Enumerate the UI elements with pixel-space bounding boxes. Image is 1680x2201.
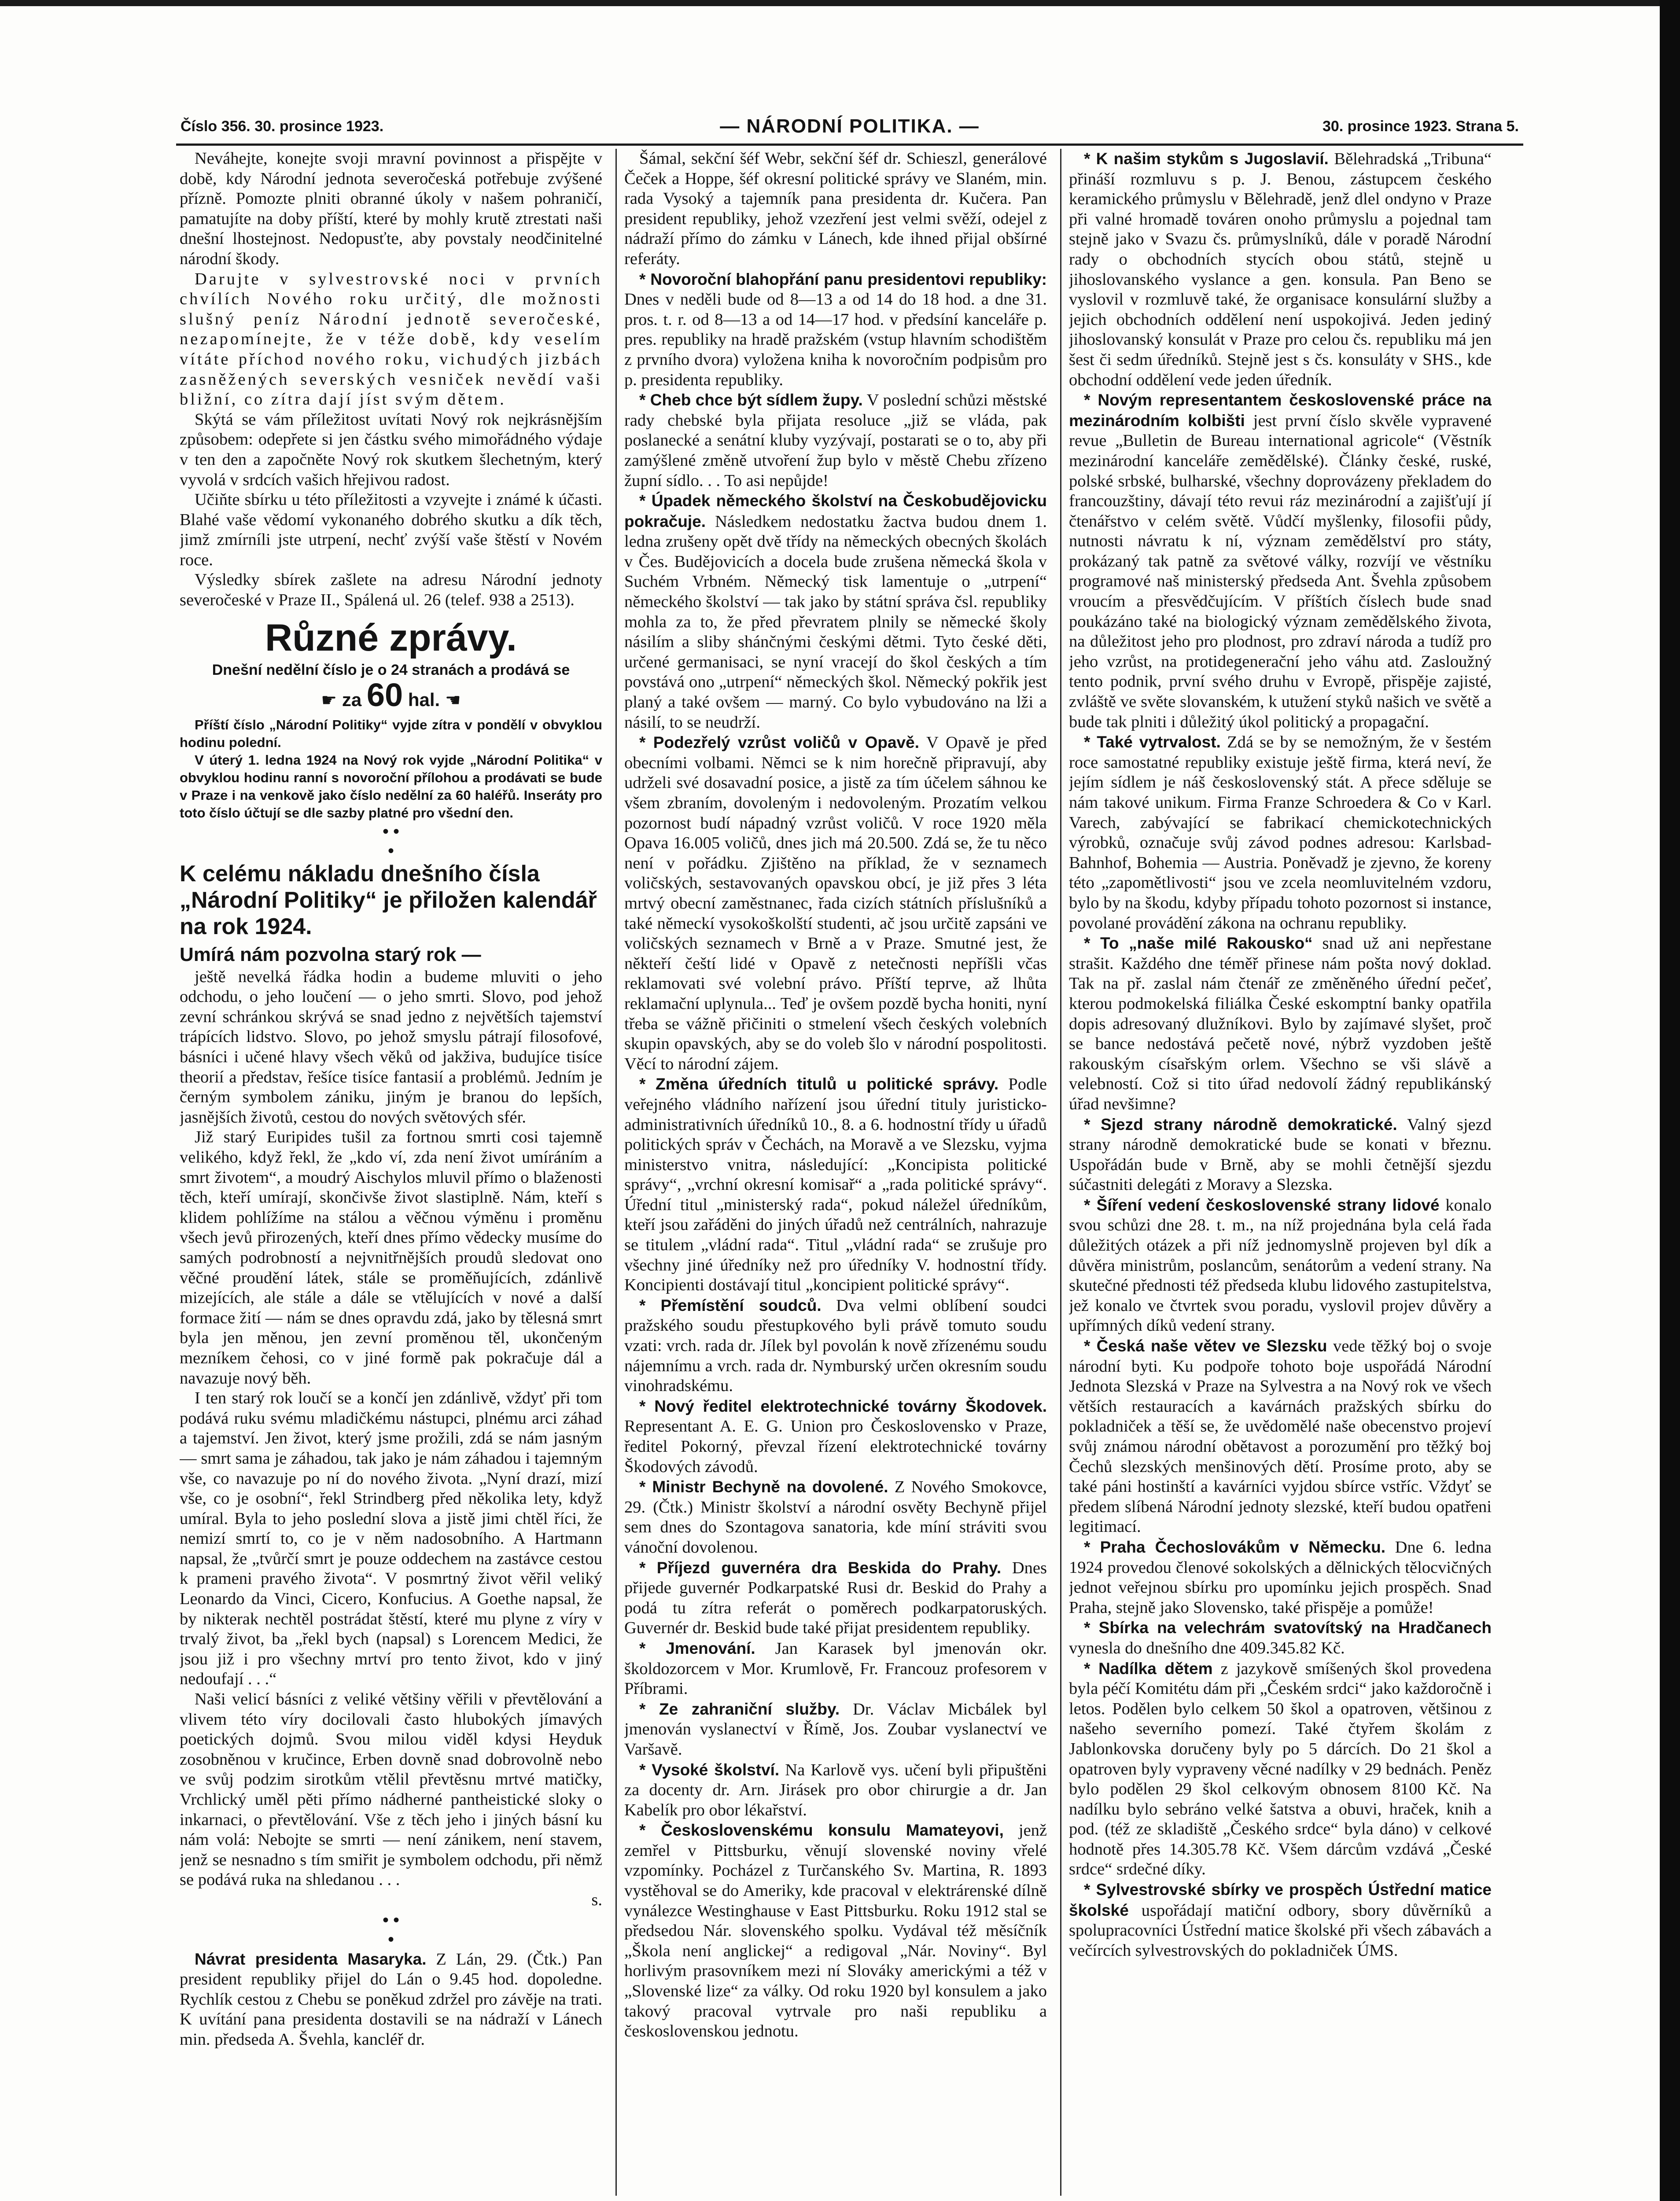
news-body: jest první číslo skvěle vypravené revue „Bulletin de Bureau international agricole“ (Věstník mezinárodní kanceláře zemědělské). Články české, ruské, polské srbské, bulharské, všechny doprovázeny překladem do francouzštiny, dávají této revui ráz mezinárodní a zajišťují jí čtenářstvo v celém světě. Vůdčí myšlenky, filosofii půdy, nutnosti návratu k ní, význam zemědělství pro státy, prokázaný tak patně za světové války, rozvíjí ve věstníku programové naš ministerský předseda Ant. Švehla způsobem vroucím a přesvědčujícím. V příštích číslech bude snad poukázáno také na biologický význam zemědělského života, na důležitost jeho pro plodnost, pro zdraví národa a tudíž pro jeho vzrůst, na protidegenerační jeho váhu atd. Zasloužný tento podnik, první svého druhu v Evropě, přispěje zajisté, zvláště ve světe slovanském, k utužení styků našich ve světě a bude tak plniti i důležitý úkol politický a propagační.	[1069, 411, 1492, 731]
news-headline: * Cheb chce být sídlem župy.	[639, 391, 863, 409]
news-headline: * K našim stykům s Jugoslavií.	[1084, 150, 1329, 168]
news-headline: * Praha Čechoslovákům v Německu.	[1084, 1538, 1386, 1556]
news-item	[624, 1558, 1047, 1638]
news-headline: * Přemístění soudců.	[639, 1296, 822, 1314]
news-headline: * Úpadek německého školství na Českobudějovicku pokračuje.	[624, 492, 1047, 530]
news-headline: Návrat presidenta Masaryka.	[195, 1950, 427, 1968]
article-text: I ten starý rok loučí se a končí jen zdánlivě, vždyť při tom podává ruku svému mladičkému nástupci, plnému arci záhad a tajemství. Jen život, který jsme prožili, zdá se nám jasným — smrt sama je záhadou, tak jako je nám záhadou i tajemným vše, co navazuje po ní do nového života. „Nyní drazí, mizí vše, co je osobní“, řekl Strindberg před několika lety, když umíral. Byla to jeho poslední slova a jistě jimi chtěl říci, že nemizí smrtí to, co je v něm nadosobního. A Hartmann napsal, že „tvůrčí smrt je pouze oddechem na zastávce cestou k prameni pravého života“. V posmrtný život věřil veliký Leonardo da Vinci, Cicero, Konfucius. A Goethe napsal, že by nikterak nechtěl postrádat štěstí, které mu plyne z víry v trvalý život, ba „řekl bych (napsal) s Lorencem Medici, že jsou již i pro všechny mrtví pro tento život, kdo v jiný nedoufají . . .“	[180, 1389, 602, 1689]
news-headline: * To „naše milé Rakousko“	[1084, 934, 1313, 953]
news-headline: * Jmenování.	[639, 1639, 755, 1657]
news-headline: * Sbírka na velechrám svatovítský na Hradčanech	[1084, 1619, 1492, 1637]
price-prefix: za	[342, 689, 362, 710]
news-body: Dne 6. ledna 1924 provedou členové sokolských a dělnických tělocvičných jednot veřejnou sbírku pro upomínku jejich prospěch. Snad Praha, stejně jako Slovensko, také přispěje a pomůže!	[1069, 1538, 1492, 1617]
news-headline: * Nový ředitel elektrotechnické továrny Škodovek.	[639, 1397, 1047, 1415]
news-headline: * Šíření vedení československé strany lidové	[1084, 1196, 1440, 1214]
news-headline: * Sjezd strany národně demokratické.	[1084, 1115, 1397, 1134]
news-body: Dnes přijede guvernér Podkarpatské Rusi dr. Beskid do Prahy a podá tu zítra referát o poměrech podkarpatoruských. Guvernér dr. Beskid bude také přijat presidentem republiky.	[624, 1558, 1047, 1638]
news-item	[1069, 390, 1492, 732]
notice-text: Dnešní nedělní číslo je o 24 stranách a prodává se	[212, 661, 570, 678]
news-body: uspořádají matiční odbory, sbory důvěrníků a spolupracovníci Ústřední matice školské při všech zábavách a večírcích sylvestrovských do pokladniček ÚMS.	[1069, 1901, 1492, 1960]
news-body: Representant A. E. G. Union pro Československo v Praze, ředitel Pokorný, převzal řízení elektrotechnické továrny Škodových závodů.	[624, 1417, 1047, 1476]
notice-text: V úterý 1. ledna 1924 na Nový rok vyjde „Národní Politika“ v obvyklou hodinu ranní s novoroční přílohou a prodávati se bude v Praze i na venkově jako číslo nedělní za 60 haléřů. Inseráty pro toto číslo účtují se dle sazby platné pro všední den.	[180, 752, 602, 821]
article-text: Neváhejte, konejte svoji mravní povinnost a přispějte v době, kdy Národní jednota severočeská potřebuje zvýšené přízně. Pomozte plniti obranné úkoly v našem pohraničí, pamatujíte na doby příští, které by mohly krutě ztrestati naši dnešní lhostejnost. Nedopusťte, aby povstaly neodčinitelné národní škody.	[180, 149, 602, 268]
notice-text: Příští číslo „Národní Politiky“ vyjde zítra v pondělí v obvyklou hodinu polední.	[180, 717, 602, 750]
news-item	[624, 1396, 1047, 1477]
column-1	[180, 149, 602, 2200]
news-item	[624, 1074, 1047, 1296]
price-line	[180, 676, 602, 716]
column-3	[1069, 149, 1492, 2200]
page-header	[181, 115, 1519, 142]
column-rule-2	[1060, 149, 1061, 2196]
news-item	[1069, 1659, 1492, 1880]
news-body: Dr. Václav Micbálek byl jmenován vyslanectví v Římě, Jos. Zoubar vyslanectví ve Varšavě.	[624, 1700, 1047, 1759]
news-item	[1069, 1618, 1492, 1658]
article-text: Učiňte sbírku u této příležitosti a vzyvejte i známé k účasti. Blahé vaše vědomí vykonaného dobrého skutku a dík těch, jimž zmírníli jste utrpení, nechť zvýší vaše štěstí v Novém roce.	[180, 490, 602, 569]
news-item	[1069, 1880, 1492, 1961]
news-body: Z Lán, 29. (Čtk.) Pan president republiky přijel do Lán o 9.45 hod. dopoledne. Rychlík cestou z Chebu se poněkud zdržel pro závěje na trati. K uvítání pana presidenta dostavili se na nádraží v Lánech min. předseda A. Švehla, kancléř dr.	[180, 1950, 602, 2049]
article-text: Výsledky sbírek zašlete na adresu Národní jednoty severočeské v Praze II., Spálená ul. 26 (telef. 938 a 2513).	[180, 570, 602, 610]
news-headline: * Podezřelý vzrůst voličů v Opavě.	[639, 733, 919, 752]
news-item	[1069, 149, 1492, 390]
separator-dots: • • •	[382, 1910, 399, 1949]
news-body: konalo svou schůzi dne 28. t. m., na níž projednána byla celá řada důležitých otázek a při níž jednomyslně projeven byl dík a důvěra ministrům, poslancům, senátorům a vedení strany. Na skutečné přednosti též předseda klubu lidového zastupitelstva, jež konalo ve čtvrtek svou poradu, vyslovil projev důvěry a upřímných díků vedení strany.	[1069, 1196, 1492, 1335]
news-headline: * Také vytrvalost.	[1084, 733, 1221, 751]
news-headline: * Novoroční blahopřání panu presidentovi republiky:	[639, 270, 1047, 288]
calendar-notice: K celému nákladu dnešního čísla „Národní Politiky“ je přiložen kalendář na rok 1924.	[180, 861, 597, 939]
news-item	[624, 1760, 1047, 1821]
news-body: Následkem nedostatku žactva budou dnem 1. ledna zrušeny opět dvě třídy na německých obecných školách v Čes. Budějovicích a docela bude zrušena německá škola v Suchém Vrbném. Německý tisk lamentuje o „utrpení“ německého školství — tak jako by státní správa čsl. republiky mohla za to, že před převratem plnily se německé školy násilím a sliby shánčnými českými dětmi. Tyto české děti, určené germanisaci, se nyní vracejí do škol českých a tím povstává ono „utrpení“ německých škol. Německý pokřik jest planý a také ovšem — marný. Co bylo vybudováno na lži a násilí, to se neudrží.	[624, 512, 1047, 732]
news-body: Jan Karasek byl jmenován okr. školdozorcem v Mor. Krumlově, Fr. Francouz profesorem v Příbrami.	[624, 1639, 1047, 1698]
header-rule	[176, 144, 1523, 146]
news-headline: * Nadílka dětem	[1084, 1659, 1213, 1678]
article-text: Již starý Euripides tušil za fortnou smrti cosi tajemně velikého, když řekl, že „kdo ví, zda není život umíráním a smrt životem“, a moudrý Aischylos mluvil přímo o blaženosti těch, kteří umírají, skončivše život slastiplně. Nám, kteří s klidem pohlížíme na stálou a věčnou výměnu i proměnu všech jevů přirozených, kteří dnes přímo vědecky musíme do samých podrobností a nejvnitřnějších proudů sledovat ono věčné proudění látek, stále se proměňujících, zdánlivě mizejících, ale stále a dále se vtělujících v nové a další formace žití — nám se dnes opravdu zdá, jako by tělesná smrt byla jen měnou, jen zevní proměnou těl, ukončeným mezníkem čehosi, co v jiné formě pak pokračuje dál a navazuje nový běh.	[180, 1128, 602, 1388]
news-item	[624, 1820, 1047, 2042]
article-text: Naši velicí básníci z veliké většiny věřili v převtělování a vlivem této víry docilovali často hlubokých jímavých poetických dojmů. Svou milou viděl kdysi Heyduk zosobněnou v kručince, Erben dovně snad dobrovolně nebo ve svůj podzim sirotkům vtělil převtěsnu mrtvé matičky, Vrchlický uměl pěti přímo nádherné pantheistické sloky o inkarnaci, o převtělování. Vše z těch jeho i jiných básní ku nám volá: Nebojte se smrti — není zánikem, není stavem, jenž se nesnadno s tím smiřit je symbolem odchodu, při němž se podává ruka na shledanou . . .	[180, 1690, 602, 1889]
article-text: ještě nevelká řádka hodin a budeme mluviti o jeho odchodu, o jeho loučení — o jeho smrti. Slovo, pod jehož zevní schránkou skrývá se snad jedno z největších tajemství trápících lidstvo. Slovo, po jehož smyslu pátrají filosofové, básníci i učené hlavy všech věků od jakživa, budujíce tisíce theorií a představ, řešíce tisíce fantasií a problémů. Jedním je černým symbolem zániku, jiným je branou do lepších, jasnějších životů, cestou do nových světových sfér.	[180, 967, 602, 1126]
news-body: Podle veřejného vládního nařízení jsou úřední tituly juristicko-administrativních úředníků 10., 8. a 6. hodnostní třídy u úřadů politických správ v Čechách, na Moravě a ve Slezsku, vyjma ministerstvo vnitra, následující: „Koncipista politické správy“, „vrchní okresní komisař“ a „rada politické správy“. Úřední titul „ministerský rada“, pokud náležel úředníkům, kteří jsou zařáděni do jiných úřadů než centrálních, nahrazuje se titulem „vládní rada“. Titul „vládní rada“ se zrušuje pro všechny jiné úředníky než pro úředníky V. hodnostní třídy. Koncipienti dostávají titul „koncipient politické správy“.	[624, 1075, 1047, 1295]
news-headline: * Česká naše větev ve Slezsku	[1084, 1337, 1327, 1355]
article-text: Šámal, sekční šéf Webr, sekční šéf dr. Schieszl, generálové Čeček a Hoppe, šéf okresní politické správy ve Slaném, min. rada Vysoký a tajemník pana presidenta dr. Kučera. Pan president republiky, jehož vzezření jest velmi svěží, odejel z nádraží přímo do zámku v Lánech, kde ihned přijal obšírné referáty.	[624, 149, 1047, 268]
column-2	[624, 149, 1047, 2200]
news-headline: * Vysoké školství.	[639, 1760, 780, 1779]
news-body: Na Karlově vys. učení byli připuštěni za docenty dr. Arn. Jirásek pro obor chirurgie a dr. Jan Kabelík pro obor lékařství.	[624, 1760, 1047, 1819]
news-body: V poslední schůzi městské rady chebské byla přijata resoluce „již se vláda, pak poslanecké a senátní kluby vyzývají, postarati se o to, aby při zamýšlené změně utvoření žup bylo v městě Chebu zřízeno župní sídlo. . . To asi nepůjde!	[624, 391, 1047, 490]
article-text	[180, 1949, 602, 2050]
news-body: vede těžký boj o svoje národní byti. Ku podpoře tohoto boje uspořádá Národní Jednota Slezská v Praze na Sylvestra a na Nový rok ve všech větších restauracích a kavárnách pražských sbírku do pokladniček a těší se, že uvědomělé naše obecenstvo projeví svůj známou národní obětavost a porozumění pro těžký boj Čechů slezských menšinových dětí. Prosíme proto, aby se také páni hostinští a kavárníci vyjdou sbírce vstříc. Vždyť se předem slíbená Národní jednoty slezské, kteří budou opatřeni legitimací.	[1069, 1337, 1492, 1536]
news-item	[624, 732, 1047, 1074]
news-body: vynesla do dnešního dne 409.345.82 Kč.	[1069, 1638, 1345, 1657]
news-item	[624, 1296, 1047, 1396]
news-item	[624, 1699, 1047, 1760]
price-unit: hal.	[408, 689, 440, 710]
header-masthead: — NÁRODNÍ POLITIKA. —	[720, 115, 980, 137]
news-item	[624, 269, 1047, 390]
news-headline: * Novým representantem československé práce na mezinárodním kolbišti	[1069, 391, 1492, 430]
article-text: Darujte v sylvestrovské noci v prvních chvílích Nového roku určitý, dle možnosti slušný peníz Národní jednotě severočeské, nezapomínejte, že v téže době, kdy veselím vítáte příchod nového roku, vichudých jizbách zasněžených severských vesniček nevědí vaši bližní, co zítra dají jíst svým dětem.	[180, 269, 602, 409]
column-rule-1	[615, 149, 617, 2196]
news-body: Dva velmi oblíbení soudci pražského soudu přestupkového byli právě tomuto soudu vzati: vrch. rada dr. Jílek byl povolán k nově zřízenému soudu nájemnímu a vrch. rada dr. Nymburský určen okresním soudu vinohradskému.	[624, 1296, 1047, 1395]
news-item	[624, 390, 1047, 491]
news-headline: * Sylvestrovské sbírky ve prospěch Ústřední matice školské	[1069, 1881, 1492, 1919]
news-item	[624, 1638, 1047, 1699]
news-item	[1069, 1115, 1492, 1195]
news-item	[1069, 933, 1492, 1114]
header-issue: Číslo 356. 30. prosince 1923.	[181, 118, 384, 135]
news-headline: * Příjezd guvernéra dra Beskida do Prahy.	[639, 1558, 1002, 1577]
news-body: Zdá se by se nemožným, že v šestém roce samostatné republiky existuje ještě firma, která neví, že jejím sídlem je náš československý stát. A přece sděluje se nám takové unikum. Firma Franze Schroedera & Co v Karl. Varech, zabývající se fabrikací chemickotechnických výrobků, označuje svůj závod podnes adresou: Karlsbad-Bahnhof, Bohemia — Austria. Poněvadž je zjevno, že koreny této „zapomětlivosti“ jsou ve zcela neomluvitelném vzdoru, bylo by na škodu, kdyby případu tohoto pozornost si instance, povolané provádění zákona na ochranu republiky.	[1069, 733, 1492, 932]
section-heading: Různé zprávy.	[265, 616, 517, 659]
article-signature: s.	[591, 1890, 602, 1909]
header-date-page: 30. prosince 1923. Strana 5.	[1322, 118, 1519, 135]
news-body: V Opavě je před obecními volbami. Němci se k nim horečně připravují, aby udrželi své dosavadní posice, a jistě za tím účelem sáhnou ke všem zbraním, dovoleným i nedovoleným. Prozatím velkou pozornost budí nápadný vzrůst voličů. V roce 1920 měla Opava 16.005 voličů, dnes jich má 20.500. Zdá se, že tu něco není v pořádku. Zjištěno na příklad, že v seznamech voličských, sestavovaných opavskou obcí, je již přes 3 léta mrtvý obecní zaměstnanec, řada cizích státních příslušníků a také německí vysokoškolští studenti, ač jsou určitě zapsáni ve voličských seznamech v Brně a v Praze. Smutné jest, že někteří čeští lidé v Opavě z netečnosti nepříšli včas reklamovati své volební právo. Příští teprve, až lhůta reklamační uplynula... Teď je ovšem pozdě bycha honiti, nyní třeba se vážně přičiniti o stmelení všech českých volebních skupin opavských, aby se do voleb šlo v národní pospolitosti. Věcí to národní zájem.	[624, 733, 1047, 1073]
news-item	[1069, 1537, 1492, 1618]
news-body: Z Nového Smokovce, 29. (Čtk.) Ministr školství a národní osvěty Bechyně přijel sem dnes do Szontagova sanatoria, kde míní stráviti svou vánoční dovolenou.	[624, 1478, 1047, 1557]
news-item	[1069, 732, 1492, 933]
news-headline: * Československému konsulu Mamateyovi,	[639, 1821, 1004, 1840]
news-headline: * Ze zahraniční služby.	[639, 1700, 840, 1718]
news-headline: * Ministr Bechyně na dovolené.	[639, 1478, 888, 1496]
price-value: 60	[366, 676, 403, 713]
news-body: jenž zemřel v Pittsburku, věnují slovenské noviny vřelé vzpomínky. Pocházel z Turčanského Sv. Martina, R. 1893 vystěhoval se do Ameriky, kde pracoval v elektrárenské dílně vynálezce Westinghause v East Pittsburku. Roku 1912 stal se předsedou Nár. slovenského spolku. Vydával též měsíčník „Škola není anglickej“ a redigoval „Nár. Noviny“. Byl horlivým prasovníkem mezi ní Slováky americkými a též v „Slovenské lize“ za války. Od roku 1920 byl konsulem a jako takový pracoval vytrvale pro naši republiku a československou jednotu.	[624, 1821, 1047, 2041]
separator-dots: • • •	[382, 821, 399, 861]
article-heading: Umírá nám pozvolna starý rok —	[180, 943, 481, 965]
news-headline: * Změna úředních titulů u politické správy.	[639, 1075, 999, 1093]
news-item	[1069, 1195, 1492, 1336]
news-body: Dnes v neděli bude od 8—13 a od 14 do 18 hod. a dne 31. pros. t. r. od 8—13 a od 14—17 hod. v předsíní kanceláře p. pres. republiky na hradě pražském (vstup hlavním schodištěm z prvního dvora) vyložena kniha k novoročním podpisům pro p. presidenta republiky.	[624, 290, 1047, 389]
scan-edge-right	[1660, 0, 1680, 2201]
news-body: Bělehradská „Tribuna“ přináší rozmluvu s p. J. Benou, zástupcem českého keramického průmyslu v Bělehradě, jenž dlel ondyno v Praze při valné hromadě továren onoho průmyslu a pojednal tam stejně jako v Svazu čs. průmyslníků, dále v poradě Národní rady o obchodních stycích obou států, stejně u jihoslovanského vyslance a gen. konsula. Pan Beno se vyslovil v rozmluvě také, že organisace konsulární služby a jejich obchodních oddělení není uspokojivá. Jeden jediný jihoslovanský konsulát v Praze pro celou čs. republiku má jen šest či sedm úředníků. Stejně jest s čs. konsuláty v SHS., kde obchodní oddělení vede jeden úředník.	[1069, 150, 1492, 389]
news-item	[624, 491, 1047, 732]
article-text: Skýtá se vám příležitost uvítati Nový rok nejkrásnějším způsobem: odepřete si jen částku svého mimořádného výdaje v ten den a započněte Nový rok skutkem šlechetným, který vyvolá v srdcích vašich hřejivou radost.	[180, 410, 602, 489]
news-body: z jazykově smíšených škol provedena byla péčí Komitétu dám při „Českém srdci“ jako každoročně i letos. Podělen bylo celkem 50 škol a opatroven, většinou z našeho severního pomezí. Také čtyřem školám z Jablonkovska doručeny byly po 5 dárcích. Do 21 škol a opatroven byly vypraveny věcné nadílky v 29 bednách. Peněz bylo podělen 29 škol celkovým obnosem 8100 Kč. Na nadílku bylo sebráno velké šatstva a obuvi, hraček, knih a pod. (též ze skladiště „Českého srdce“ byla dáno) v celkové hodnotě přes 14.305.78 Kč. Všem dárcům vzdává „České srdce“ srdečné díky.	[1069, 1659, 1492, 1879]
news-body: snad už ani nepřestane strašit. Každého dne téměř přinese nám pošta nový doklad. Tak na př. zaslal nám čtenář ze změněného úřední pečeť, kterou podmokelská filiálka České eskomptní banky opatřila dopis adresovaný dlužníkovi. Bylo by zajímavé slyšet, proč se bance nedostává pečetě nové, nýbrž vyzdoben ještě rakouským císařským orlem. Všechno se vši slávě a velebností. Což si tito úřad nedovolí žádný republikánský úřad nevšimne?	[1069, 934, 1492, 1113]
pointing-hand-icon: ☚	[445, 690, 461, 710]
news-item	[624, 1477, 1047, 1557]
pointing-hand-icon: ☛	[321, 690, 337, 710]
news-item	[1069, 1336, 1492, 1537]
news-body: Valný sjezd strany národně demokratické bude se konati v březnu. Uspořádán bude v Brně, aby se mohli četnější sjezdu súčastniti delegáti z Moravy a Slezska.	[1069, 1115, 1492, 1194]
scan-edge-top	[0, 0, 1680, 6]
